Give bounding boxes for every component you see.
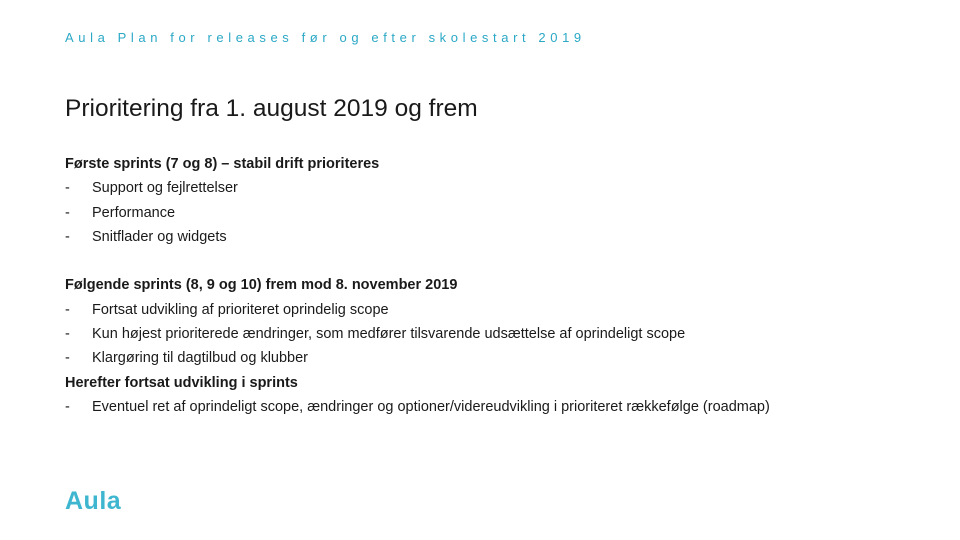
slide-content — [65, 152, 945, 419]
bullet-dash: - — [65, 204, 70, 221]
list-item-text: Kun højest prioriterede ændringer, som medfører tilsvarende udsættelse af oprindeligt scope — [92, 326, 686, 343]
section-heading: Følgende sprints (8, 9 og 10) frem mod 8. november 2019 — [65, 277, 458, 294]
list-item — [65, 201, 945, 225]
list-item — [65, 346, 945, 370]
list-item-text: Support og fejlrettelser — [92, 180, 238, 197]
aula-logo: Aula — [65, 487, 122, 515]
list-item-text: Snitflader og widgets — [92, 228, 227, 245]
list-item-text: Eventuel ret af oprindeligt scope, ændringer og optioner/videreudvikling i prioriteret rækkefølge (roadmap) — [92, 398, 770, 415]
slide-title: Prioritering fra 1. august 2019 og frem — [65, 95, 478, 122]
section-heading: Herefter fortsat udvikling i sprints — [65, 374, 298, 391]
list-item-text: Fortsat udvikling af prioriteret oprindelig scope — [92, 301, 389, 318]
bullet-dash: - — [65, 301, 70, 318]
bullet-dash: - — [65, 398, 70, 415]
list-item-text: Klargøring til dagtilbud og klubber — [92, 350, 309, 367]
bullet-dash: - — [65, 180, 70, 197]
list-item — [65, 225, 945, 249]
list-item — [65, 322, 945, 346]
section-following-sprints — [65, 273, 945, 370]
bullet-dash: - — [65, 228, 70, 245]
section-later-sprints — [65, 371, 945, 420]
list-item — [65, 298, 945, 322]
list-item — [65, 176, 945, 200]
list-item-text: Performance — [92, 204, 176, 221]
section-spacer — [65, 249, 945, 273]
bullet-dash: - — [65, 350, 70, 367]
bullet-dash: - — [65, 326, 70, 343]
slide-header: Aula Plan for releases før og efter skolestart 2019 — [65, 30, 586, 45]
section-heading: Første sprints (7 og 8) – stabil drift prioriteres — [65, 156, 380, 172]
section-first-sprints — [65, 152, 945, 249]
list-item — [65, 395, 945, 419]
